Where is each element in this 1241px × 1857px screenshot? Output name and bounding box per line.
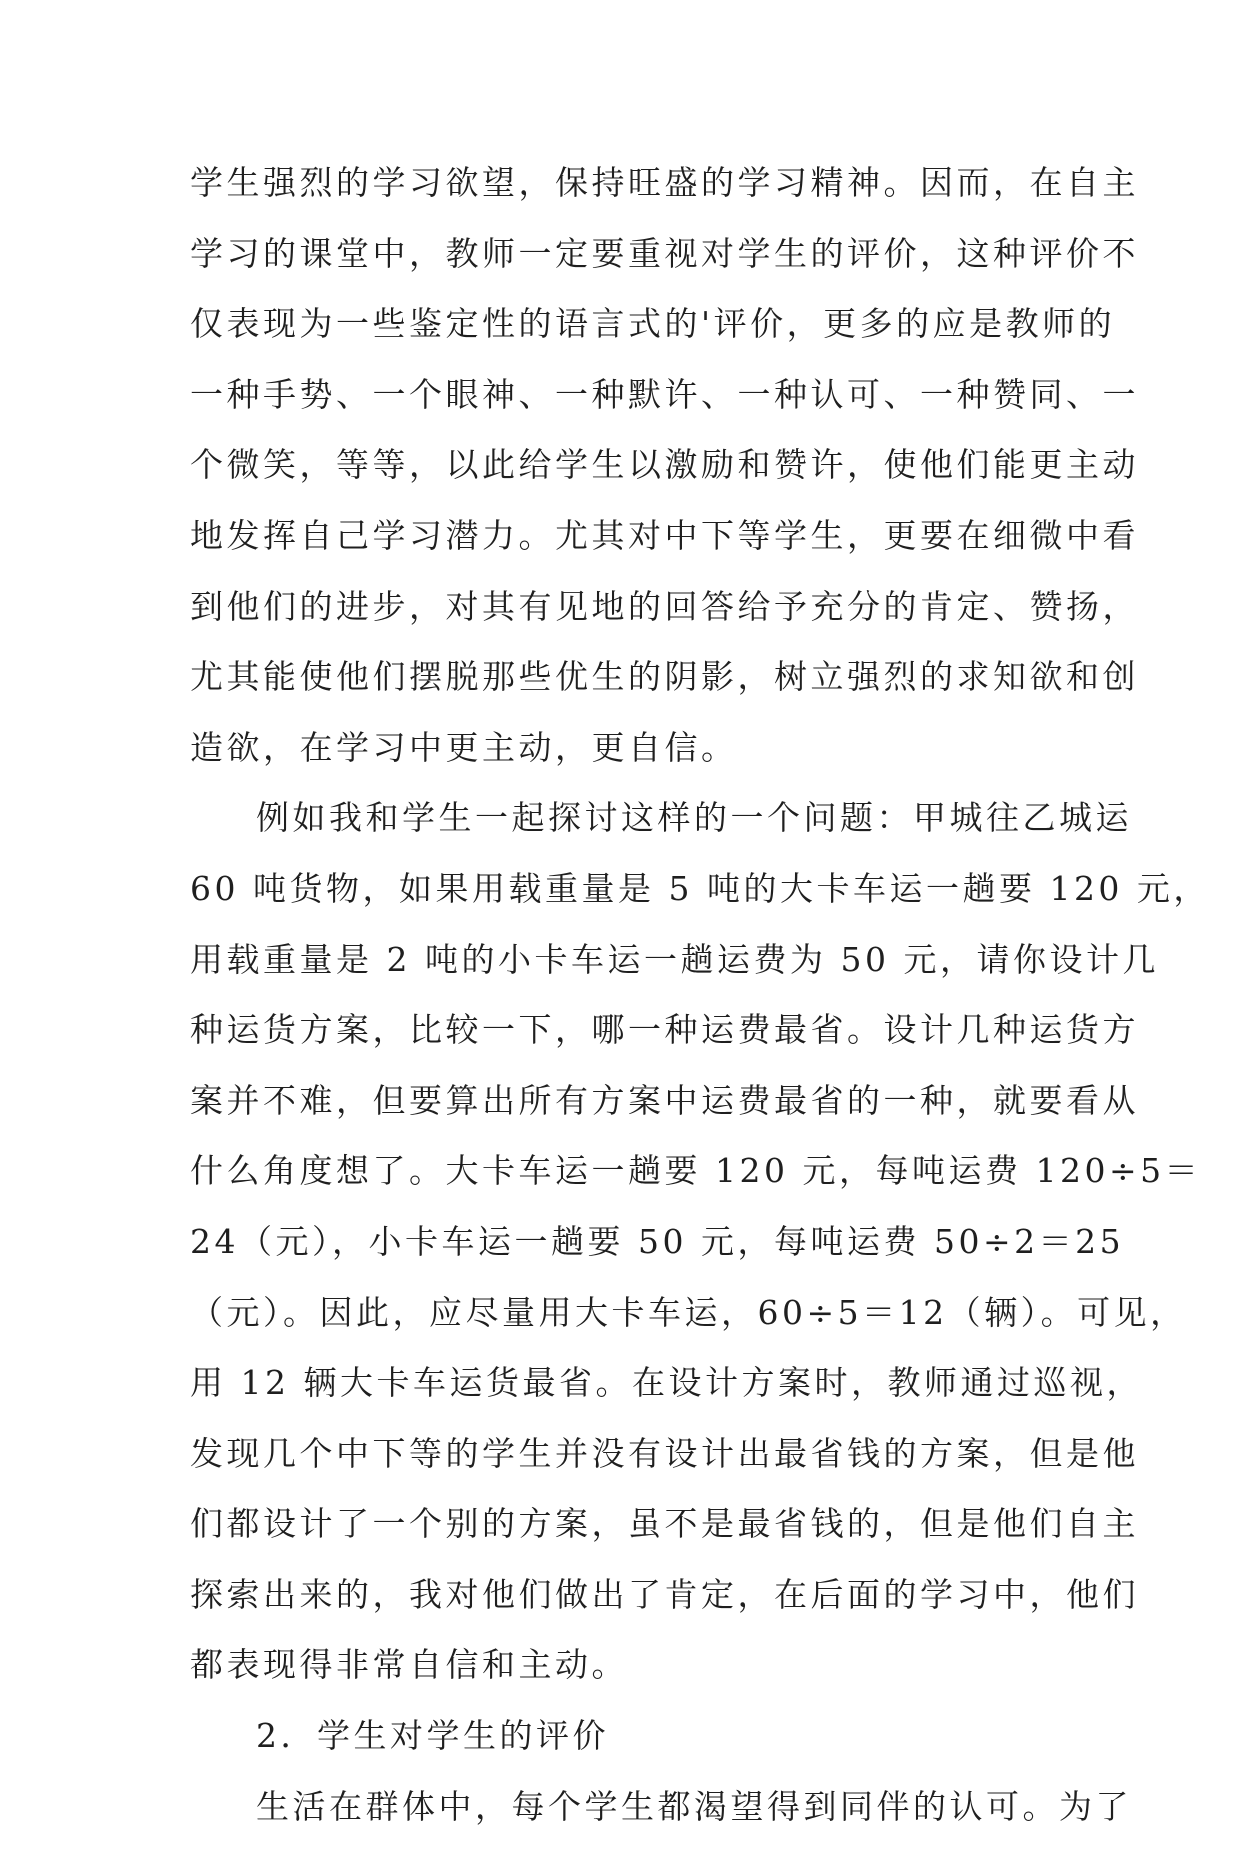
text-line: 都表现得非常自信和主动。 xyxy=(190,1645,628,1685)
paragraph-first-line: 生活在群体中，每个学生都渴望得到同伴的认可。为了 xyxy=(256,1786,1132,1826)
text-line: 24（元），小卡车运一趟要 50 元，每吨运费 50÷2＝25 xyxy=(190,1221,1125,1261)
body-text xyxy=(190,163,1210,1857)
text-line: 学习的课堂中，教师一定要重视对学生的评价，这种评价不 xyxy=(190,233,1139,273)
section-heading: 2．学生对学生的评价 xyxy=(256,1716,609,1756)
text-line: 用载重量是 2 吨的小卡车运一趟运费为 50 元，请你设计几 xyxy=(190,939,1159,979)
text-line: 60 吨货物，如果用载重量是 5 吨的大卡车运一趟要 120 元， xyxy=(190,868,1210,908)
text-line: 种运货方案，比较一下，哪一种运费最省。设计几种运货方 xyxy=(190,1010,1139,1050)
text-line: 探索出来的，我对他们做出了肯定，在后面的学习中，他们 xyxy=(190,1574,1139,1614)
text-line: 个微笑，等等，以此给学生以激励和赞许，使他们能更主动 xyxy=(190,445,1139,485)
text-line: 到他们的进步，对其有见地的回答给予充分的肯定、赞扬， xyxy=(190,586,1139,626)
text-line: 案并不难，但要算出所有方案中运费最省的一种，就要看从 xyxy=(190,1080,1139,1120)
text-line: 尤其能使他们摆脱那些优生的阴影，树立强烈的求知欲和创 xyxy=(190,657,1139,697)
text-line: 地发挥自己学习潜力。尤其对中下等学生，更要在细微中看 xyxy=(190,515,1139,555)
paragraph-first-line: 例如我和学生一起探讨这样的一个问题：甲城往乙城运 xyxy=(256,798,1132,838)
text-line: 学生强烈的学习欲望，保持旺盛的学习精神。因而，在自主 xyxy=(190,163,1139,202)
text-line: 一种手势、一个眼神、一种默许、一种认可、一种赞同、一 xyxy=(190,374,1139,414)
text-line: 造欲，在学习中更主动，更自信。 xyxy=(190,727,738,767)
text-line: 仅表现为一些鉴定性的语言式的'评价，更多的应是教师的 xyxy=(190,304,1116,344)
text-line: 发现几个中下等的学生并没有设计出最省钱的方案，但是他 xyxy=(190,1433,1139,1473)
text-line: （元）。因此，应尽量用大卡车运，60÷5＝12（辆）。可见， xyxy=(190,1292,1187,1332)
text-line: 们都设计了一个别的方案，虽不是最省钱的，但是他们自主 xyxy=(190,1504,1139,1544)
text-line: 什么角度想了。大卡车运一趟要 120 元，每吨运费 120÷5＝ xyxy=(190,1151,1202,1191)
text-line: 用 12 辆大卡车运货最省。在设计方案时，教师通过巡视， xyxy=(190,1363,1143,1403)
